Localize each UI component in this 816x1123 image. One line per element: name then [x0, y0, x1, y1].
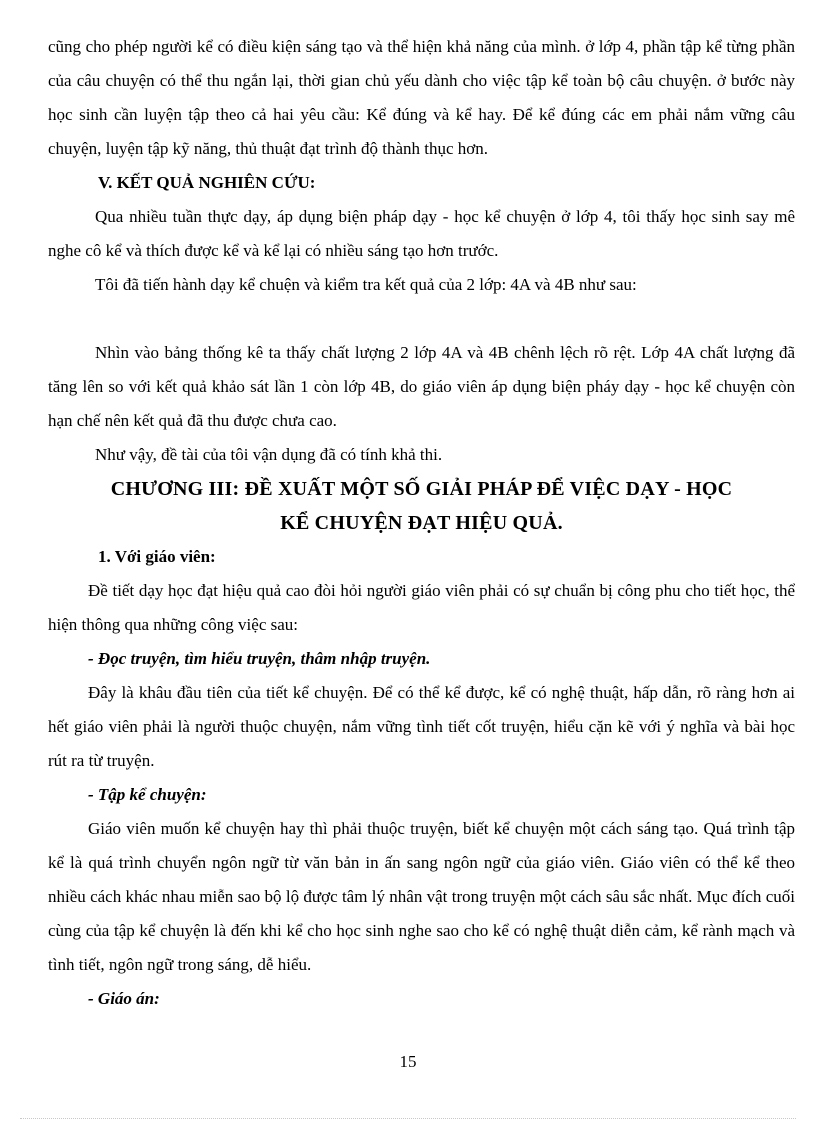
item-heading-lesson-plan: - Giáo án: [88, 989, 160, 1008]
paragraph-read-story: Đây là khâu đầu tiên của tiết kể chuyện. Để có thể kể được, kể có nghệ thuật, hấp dẫn, rõ ràng hơn ai hết giáo viên phải là người thuộc chuyện, nắm vững tình tiết cốt truyện, hiểu cặn kẽ với ý nghĩa và bài học rút ra từ truyện. [48, 683, 795, 770]
subheading-teachers: 1. Với giáo viên: [98, 547, 216, 566]
document-page [48, 30, 795, 1016]
paragraph-feasibility: Như vậy, đề tài của tôi vận dụng đã có tính khả thi. [95, 445, 443, 464]
section-heading-results: V. KẾT QUẢ NGHIÊN CỨU: [98, 173, 316, 192]
paragraph-statistics: Nhìn vào bảng thống kê ta thấy chất lượng 2 lớp 4A và 4B chênh lệch rõ rệt. Lớp 4A chất lượng đã tăng lên so với kết quả khảo sát lần 1 còn lớp 4B, do giáo viên áp dụng biện pháy dạy - học kể chuyện còn hạn chế nên kết quả đã thu được chưa cao. [48, 343, 795, 430]
chapter-title-line-1: CHƯƠNG III: ĐỀ XUẤT MỘT SỐ GIẢI PHÁP ĐỂ VIỆC DẠY - HỌC [110, 478, 733, 500]
paragraph-teacher-prep: Đề tiết dạy học đạt hiệu quả cao đòi hỏi người giáo viên phải có sự chuẩn bị công phu cho tiết học, thể hiện thông qua những công việc sau: [48, 581, 795, 634]
paragraph-practice-telling: Giáo viên muốn kể chuyện hay thì phải thuộc truyện, biết kể chuyện một cách sáng tạo. Quá trình tập kể là quá trình chuyển ngôn ngữ từ văn bản in ấn sang ngôn ngữ của giáo viên. Giáo viên có thể kể theo nhiều cách khác nhau miễn sao bộ lộ được tâm lý nhân vật trong truyện một cách sâu sắc nhất. Mục đích cuối cùng của tập kể chuyện là đến khi kể cho học sinh nghe sao cho kể có nghệ thuật diễn cảm, kể rành mạch và tình tiết, ngôn ngữ trong sáng, dễ hiểu. [48, 819, 795, 974]
item-heading-read-story: - Đọc truyện, tìm hiểu truyện, thâm nhập truyện. [88, 649, 431, 668]
paragraph-continuation: cũng cho phép người kể có điều kiện sáng tạo và thể hiện khả năng của mình. ở lớp 4, phần tập kể từng phần của câu chuyện có thể thu ngắn lại, thời gian chủ yếu dành cho việc tập kể toàn bộ câu chuyện. ở bước này học sinh cần luyện tập theo cả hai yêu cầu: Kể đúng và kể hay. Để kể đúng các em phải nắm vững câu chuyện, luyện tập kỹ năng, thủ thuật đạt trình độ thành thục hơn. [48, 37, 795, 158]
paragraph-test-classes: Tôi đã tiến hành dạy kể chuện và kiểm tra kết quả của 2 lớp: 4A và 4B như sau: [95, 275, 637, 294]
chapter-title-line-2: KỂ CHUYỆN ĐẠT HIỆU QUẢ. [280, 512, 563, 534]
item-heading-practice-telling: - Tập kể chuyện: [88, 785, 207, 804]
paragraph-results-intro: Qua nhiều tuần thực dạy, áp dụng biện pháp dạy - học kể chuyện ở lớp 4, tôi thấy học sinh say mê nghe cô kể và thích được kể và kể lại có nhiều sáng tạo hơn trước. [48, 207, 795, 260]
table-placeholder-space [48, 302, 795, 336]
page-bottom-divider [20, 1118, 796, 1119]
page-number: 15 [399, 1052, 417, 1071]
